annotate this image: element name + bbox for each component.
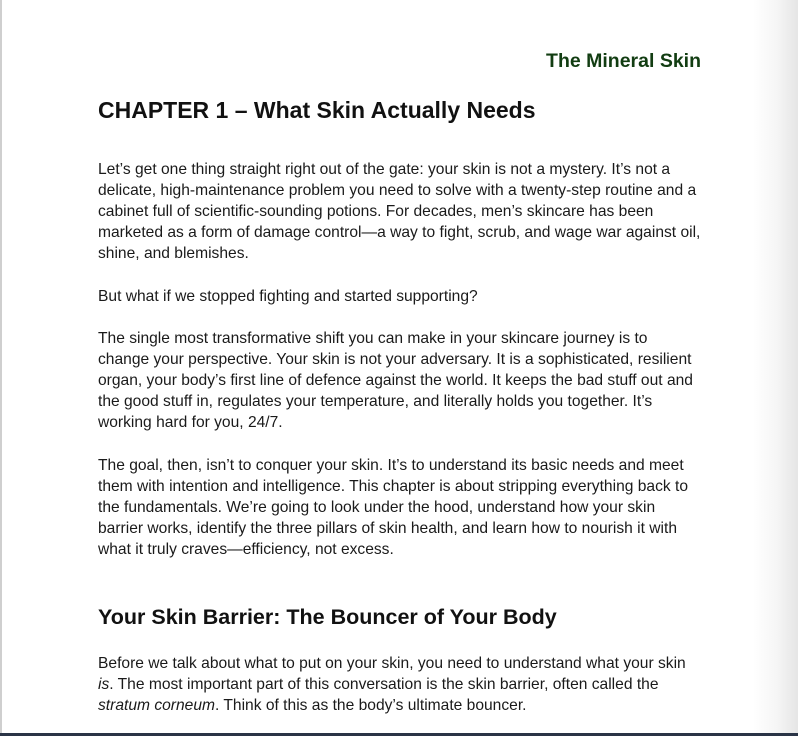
chapter-paragraph: Let’s get one thing straight right out of the gate: your skin is not a mystery. It’s not a delicate, high-maintenance problem you need to solve with a twenty-step routine and a cabinet full of scientific-sounding potions. For decades, men’s skincare has been marketed as a form of damage control—a way to fight, scrub, and wage war against oil, shine, and blemishes. bbox=[98, 161, 701, 262]
section-title: Your Skin Barrier: The Bouncer of Your Body bbox=[98, 605, 557, 629]
chapter-paragraph: The single most transformative shift you can make in your skincare journey is to change your perspective. Your skin is not your adversary. It is a sophisticated, resilient organ, your body’s first line of defence against the world. It keeps the bad stuff out and the good stuff in, regulates your temperature, and literally holds you together. It’s working hard for you, 24/7. bbox=[98, 330, 693, 431]
chapter-title: CHAPTER 1 – What Skin Actually Needs bbox=[98, 97, 536, 123]
chapter-paragraph: But what if we stopped fighting and started supporting? bbox=[98, 288, 478, 305]
section-paragraph-text: . The most important part of this conversation is the skin barrier, often called the bbox=[109, 676, 659, 693]
section-paragraph-text: Before we talk about what to put on your skin, you need to understand what your skin bbox=[98, 655, 686, 672]
running-header-book-title: The Mineral Skin bbox=[546, 50, 701, 72]
chapter-paragraph: The goal, then, isn’t to conquer your skin. It’s to understand its basic needs and meet them with intention and intelligence. This chapter is about stripping everything back to the fundamentals. We’re going to look under the hood, understand how your skin barrier works, identify the three pillars of skin health, and learn how to nourish it with what it truly craves—efficiency, not excess. bbox=[98, 457, 689, 558]
section-paragraph bbox=[98, 653, 701, 716]
section-paragraph-emphasis: is bbox=[98, 676, 110, 693]
section-paragraph-text: . Think of this as the body’s ultimate bouncer. bbox=[215, 697, 527, 714]
page-left-edge bbox=[0, 0, 2, 736]
section-paragraph-emphasis: stratum corneum bbox=[98, 697, 215, 714]
page-shadow bbox=[752, 0, 798, 736]
